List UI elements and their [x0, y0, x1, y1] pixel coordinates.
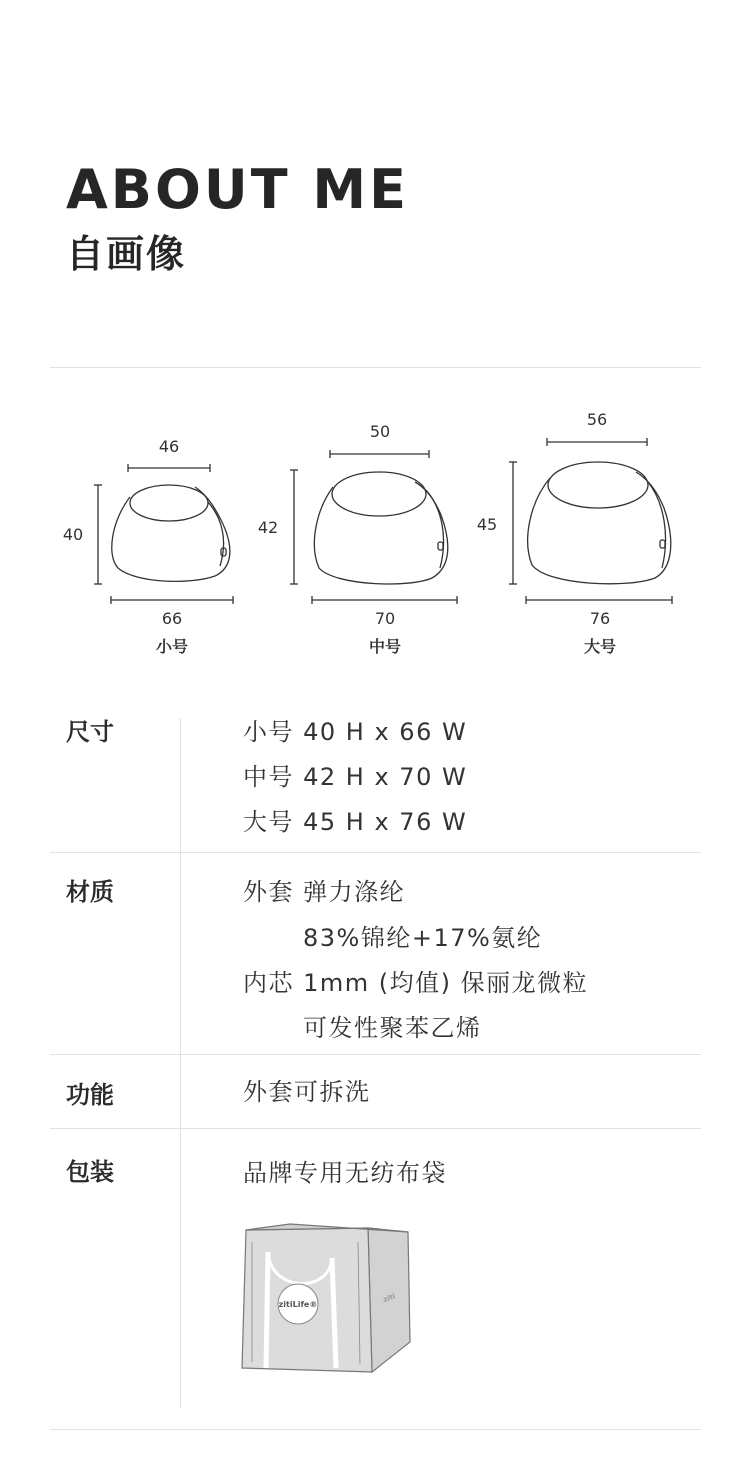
medium-top-width: 50 [369, 422, 391, 441]
spec-function-line: 外套可拆洗 [243, 1078, 371, 1106]
spec-size-line: 小号 40 H x 66 W [243, 718, 468, 746]
size-diagram [0, 390, 750, 670]
small-label: 小号 [155, 637, 189, 656]
spec-material-line: 83%锦纶+17%氨纶 [303, 924, 543, 952]
medium-height: 42 [257, 518, 279, 537]
medium-label: 中号 [368, 637, 402, 656]
beanbag-medium-drawing [290, 450, 457, 604]
small-top-width: 46 [158, 437, 180, 456]
large-bottom-width: 76 [589, 609, 611, 628]
spec-size-line: 大号 45 H x 76 W [243, 808, 468, 836]
spec-label-packaging: 包装 [66, 1158, 114, 1186]
spec-material-line: 可发性聚苯乙烯 [303, 1014, 482, 1042]
page-title-en: ABOUT ME [66, 158, 409, 221]
spec-material-line: 内芯 1mm (均值) 保丽龙微粒 [243, 969, 589, 997]
large-top-width: 56 [586, 410, 608, 429]
nonwoven-bag-illustration [240, 1222, 415, 1382]
spec-material-line: 外套 弹力涤纶 [243, 878, 406, 906]
small-height: 40 [62, 525, 84, 544]
divider [50, 1054, 701, 1055]
beanbag-small-drawing [94, 464, 233, 604]
spec-label-size: 尺寸 [66, 718, 114, 746]
small-bottom-width: 66 [161, 609, 183, 628]
beanbag-large-drawing [509, 438, 672, 604]
spec-label-material: 材质 [66, 878, 114, 906]
spec-size-line: 中号 42 H x 70 W [243, 763, 468, 791]
page-title-cn: 自画像 [66, 232, 187, 276]
medium-bottom-width: 70 [374, 609, 396, 628]
large-height: 45 [476, 515, 498, 534]
spec-label-function: 功能 [66, 1081, 114, 1109]
divider [50, 367, 701, 368]
table-column-divider [180, 718, 181, 1408]
bag-logo: zitiLife® [278, 1300, 318, 1309]
divider [50, 1128, 701, 1129]
divider [50, 852, 701, 853]
divider [50, 1429, 701, 1430]
large-label: 大号 [583, 637, 617, 656]
spec-packaging-line: 品牌专用无纺布袋 [243, 1159, 447, 1187]
svg-text:ziti: ziti [382, 1292, 397, 1304]
